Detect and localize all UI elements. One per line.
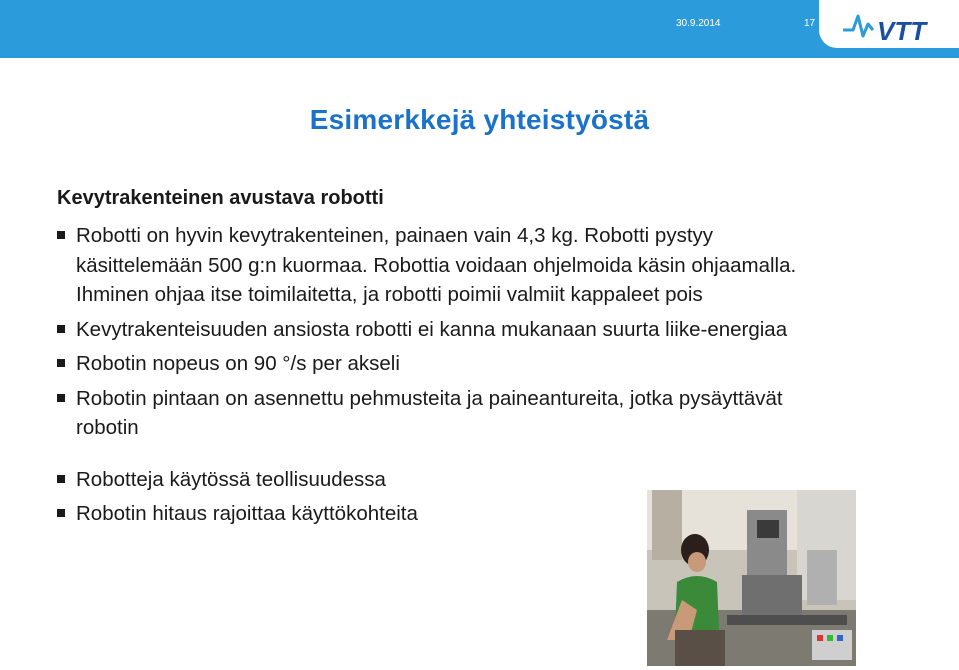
bullet-item (57, 221, 806, 310)
bullet-text: Robotin nopeus on 90 °/s per akseli (76, 352, 400, 375)
slide-subtitle: Kevytrakenteinen avustava robotti (57, 187, 384, 209)
bullet-square-icon (57, 509, 65, 517)
robot-lab-photo (647, 490, 856, 666)
bullet-square-icon (57, 394, 65, 402)
logo-wave-icon (843, 16, 873, 36)
bullet-item (57, 349, 817, 379)
bullet-square-icon (57, 359, 65, 367)
bullet-list (57, 221, 817, 534)
bullet-item (57, 384, 836, 443)
page-number: 17 (804, 18, 816, 29)
bullet-text: Kevytrakenteisuuden ansiosta robotti ei kanna mukanaan suurta liike-energiaa (76, 317, 788, 341)
bullet-square-icon (57, 325, 65, 333)
slide-title: Esimerkkejä yhteistyöstä (309, 104, 650, 135)
bullet-text: Robotti on hyvin kevytrakenteinen, painaen vain 4,3 kg. Robotti pystyy käsittelemään 500 g:n kuormaa. Robottia voidaan ohjelmoida käsin ohjaamalla. Ihminen ohjaa itse toimilaitetta, ja robotti poimii valmiit kappaleet pois (76, 224, 797, 306)
bullet-text: Robotin hitaus rajoittaa käyttökohteita (76, 502, 418, 525)
logo-text: VTT (877, 16, 927, 46)
vtt-logo (839, 6, 949, 46)
header-bar (0, 0, 959, 58)
bullet-square-icon (57, 475, 65, 483)
bullet-item (57, 315, 806, 345)
bullet-text: Robotin pintaan on asennettu pehmusteita ja paineantureita, jotka pysäyttävät robotin (76, 386, 783, 439)
bullet-text: Robotteja käytössä teollisuudessa (76, 467, 386, 491)
slide-date: 30.9.2014 (676, 18, 721, 29)
bullet-square-icon (57, 231, 65, 239)
